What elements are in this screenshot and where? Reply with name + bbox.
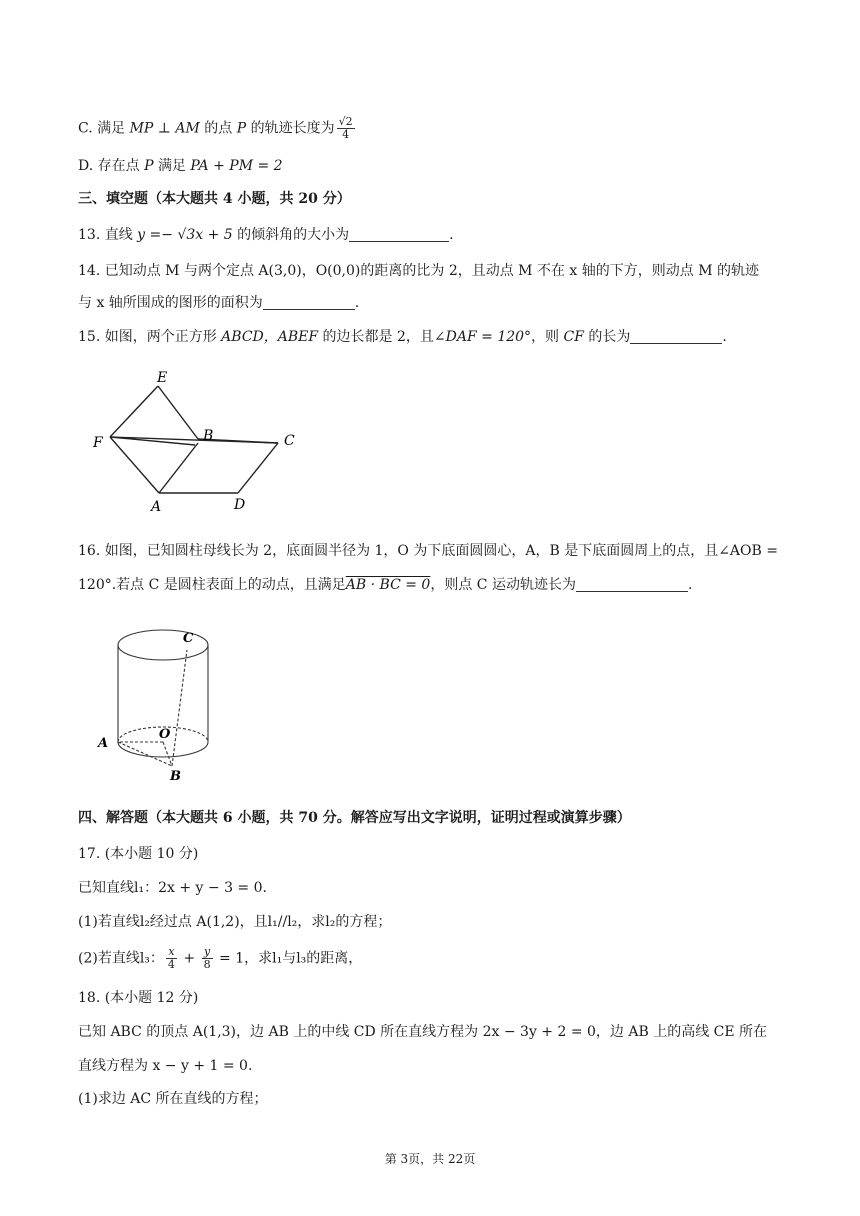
label-A: A	[151, 499, 162, 515]
q13-answer-blank[interactable]	[349, 227, 449, 242]
q15-squares: ABCD，ABEF	[221, 329, 319, 345]
fraction-denominator: 8	[203, 958, 211, 971]
option-d-prefix: D. 存在点	[78, 158, 145, 174]
option-c-mid: 的点	[199, 120, 237, 137]
q17-p2-suffix: = 1，求l₁与l₃的距离，	[214, 950, 363, 967]
q15-cf: CF	[563, 329, 584, 345]
q16-line2-suffix: ，则点 C 运动轨迹长为	[430, 577, 576, 593]
option-c	[78, 116, 357, 141]
q16-line2-prefix: 120°.若点 C 是圆柱表面上的动点，且满足	[78, 577, 346, 593]
option-d-p: P	[144, 158, 154, 174]
option-c-suffix: 的轨迹长度为	[246, 120, 335, 137]
label-C: C	[284, 433, 295, 449]
question-16-line-1: 16. 如图，已知圆柱母线长为 2，底面圆半径为 1，O 为下底面圆圆心，A，B 是下底面圆周上的点，且∠AOB =	[78, 543, 778, 559]
q17-p2-prefix: (2)若直线l₃：	[78, 950, 164, 967]
q13-suffix: 的倾斜角的大小为	[232, 227, 350, 243]
question-17-stem: 已知直线l₁：2x + y − 3 = 0.	[78, 880, 267, 896]
edge-BA	[159, 443, 198, 493]
question-14-line-2	[78, 293, 359, 313]
question-18-part-1: (1)求边 AC 所在直线的方程；	[78, 1091, 268, 1107]
question-14-line-1: 14. 已知动点 M 与两个定点 A(3,0)，O(0,0)的距离的比为 2，且动点 M 不在 x 轴的下方，则动点 M 的轨迹	[78, 263, 759, 279]
fraction-numerator: √2	[338, 115, 353, 128]
q15-answer-blank[interactable]	[630, 329, 722, 344]
fraction-denominator: 4	[167, 958, 175, 971]
option-c-cond: MP ⊥ AM	[129, 120, 200, 137]
question-18-line-1: 已知 ABC 的顶点 A(1,3)，边 AB 上的中线 CD 所在直线方程为 2x − 3y + 2 = 0，边 AB 上的高线 CE 所在	[78, 1024, 768, 1040]
q13-end: .	[449, 227, 454, 243]
question-13	[78, 225, 454, 245]
option-c-p: P	[236, 120, 247, 137]
q13-prefix: 13. 直线	[78, 227, 138, 243]
option-d	[78, 156, 283, 176]
edge-CD	[238, 443, 278, 493]
label-B: B	[170, 769, 181, 784]
q15-mid2: ，则	[531, 329, 564, 345]
option-d-eq: PA + PM = 2	[190, 158, 283, 174]
q16-vector-condition: AB · BC = 0	[345, 577, 431, 593]
q17-plus: +	[178, 950, 200, 967]
question-17-part-2	[78, 946, 362, 971]
edge-FA	[110, 437, 159, 493]
q15-suffix: 的长为	[583, 329, 631, 345]
q14-end: .	[354, 295, 360, 311]
q15-mid: 的边长都是 2，且∠	[318, 329, 446, 345]
page-footer: 第 3页，共 22页	[384, 1152, 476, 1166]
label-F: F	[93, 435, 103, 451]
label-A: A	[98, 736, 109, 751]
q16-answer-blank[interactable]	[576, 577, 688, 592]
question-18-line-2: 直线方程为 x − y + 1 = 0.	[78, 1058, 253, 1074]
option-c-fraction	[337, 116, 355, 141]
label-E: E	[157, 370, 168, 386]
fraction-numerator: y	[202, 946, 213, 959]
figure-15-squares	[85, 365, 315, 515]
question-17-part-1: (1)若直线l₂经过点 A(1,2)，且l₁//l₂，求l₂的方程；	[78, 914, 392, 930]
label-O: O	[159, 727, 171, 742]
edge-FE	[110, 386, 158, 437]
question-16-line-2	[78, 575, 692, 595]
q15-end: .	[722, 329, 727, 345]
segment-AB	[118, 742, 172, 766]
option-c-prefix: C. 满足	[78, 120, 126, 137]
section-3-heading: 三、填空题（本大题共 4 小题，共 20 分）	[78, 191, 351, 207]
q16-end: .	[687, 577, 693, 593]
q15-prefix: 15. 如图，两个正方形	[78, 329, 222, 345]
top-ellipse	[118, 630, 208, 660]
q14-line2-prefix: 与 x 轴所围成的图形的面积为	[78, 295, 263, 311]
q17-fraction-x	[166, 946, 177, 971]
q17-fraction-y	[202, 946, 213, 971]
question-18-title: 18. (本小题 12 分)	[78, 990, 199, 1006]
q14-answer-blank[interactable]	[263, 295, 355, 310]
question-15	[78, 327, 727, 347]
fraction-denominator: 4	[342, 128, 350, 141]
option-d-mid: 满足	[153, 158, 191, 174]
label-C: C	[183, 631, 194, 646]
fraction-numerator: x	[166, 946, 177, 959]
q13-equation: y =− √3x + 5	[137, 227, 233, 243]
segment-BC	[172, 650, 187, 766]
edge-EB	[158, 386, 198, 439]
label-B: B	[203, 428, 214, 444]
section-4-heading: 四、解答题（本大题共 6 小题，共 70 分。解答应写出文字说明，证明过程或演算步骤）	[78, 810, 631, 826]
label-D: D	[234, 497, 246, 513]
question-17-title: 17. (本小题 10 分)	[78, 846, 199, 862]
bottom-ellipse-front	[118, 742, 208, 757]
q15-angle: DAF = 120°	[445, 329, 532, 345]
figure-16-cylinder	[92, 620, 222, 785]
